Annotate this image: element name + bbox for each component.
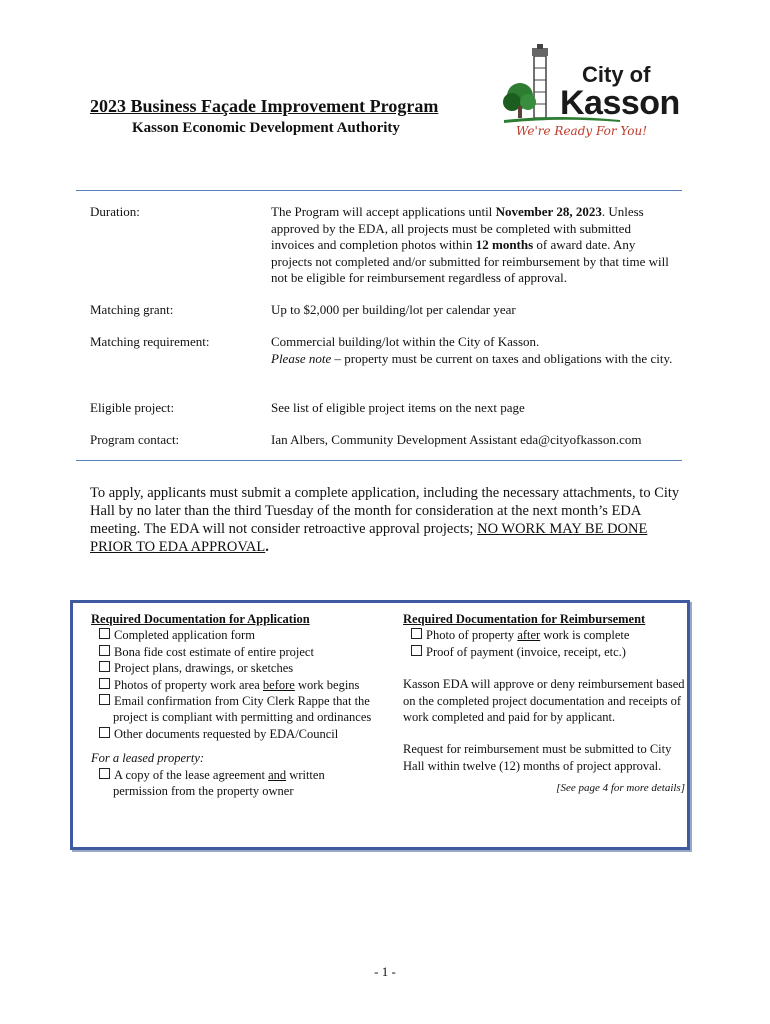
checklist-item: Proof of payment (invoice, receipt, etc.)	[403, 644, 685, 660]
reimbursement-docs-heading: Required Documentation for Reimbursement	[403, 612, 646, 626]
checklist-item: Photos of property work area before work begins	[91, 677, 381, 693]
checkbox-icon	[99, 661, 110, 672]
checklist-item: Bona fide cost estimate of entire project	[91, 644, 381, 660]
request-text: Request for reimbursement must be submitted to City Hall within twelve (12) months of project approval.	[403, 742, 672, 773]
see-page-note: [See page 4 for more details]	[556, 782, 685, 795]
checklist-item: Photo of property after work is complete	[403, 627, 685, 643]
duration-value: The Program will accept applications until November 28, 2023. Unless approved by the EDA, all projects must be completed with submitted invoices and completion photos within 12 months of award date. Any projects not completed and/or submitted for reimbursement by that time will not be eligible for reimbursement regardless of approval.	[271, 204, 669, 285]
requirement-value: Commercial building/lot within the City of Kasson. Please note – property must be current on taxes and obligations with the city.	[271, 334, 673, 366]
application-docs-column	[91, 611, 381, 799]
completion-months: 12 months	[475, 237, 534, 252]
duration-label: Duration:	[90, 204, 140, 219]
eligible-value: See list of eligible project items on the next page	[271, 400, 525, 415]
eligible-label: Eligible project:	[90, 400, 175, 415]
application-docs-heading: Required Documentation for Application	[91, 612, 310, 626]
checkbox-icon	[99, 645, 110, 656]
checkbox-icon	[99, 768, 110, 779]
checkbox-icon	[99, 727, 110, 738]
checkbox-icon	[411, 628, 422, 639]
bottom-divider	[76, 460, 682, 461]
program-title: 2023 Business Façade Improvement Program	[90, 96, 439, 116]
contact-value: Ian Albers, Community Development Assistant eda@cityofkasson.com	[271, 432, 642, 447]
documentation-box	[70, 600, 690, 850]
info-row-eligible	[90, 400, 680, 418]
info-row-requirement	[90, 334, 680, 386]
logo-kasson: Kasson	[560, 84, 680, 122]
page-number: - 1 -	[374, 964, 396, 979]
approval-text: Kasson EDA will approve or deny reimbursement based on the completed project documentation and receipts of work completed and paid for by applicant.	[403, 677, 685, 725]
info-row-grant	[90, 302, 680, 320]
deadline-date: November 28, 2023	[495, 204, 602, 219]
city-logo	[500, 44, 690, 144]
checkbox-icon	[99, 678, 110, 689]
checkbox-icon	[99, 628, 110, 639]
top-divider	[76, 190, 682, 191]
checklist-item: A copy of the lease agreement and written permission from the property owner	[91, 767, 381, 800]
checkbox-icon	[99, 694, 110, 705]
checklist-item: Project plans, drawings, or sketches	[91, 660, 381, 676]
grant-label: Matching grant:	[90, 302, 174, 317]
grant-value: Up to $2,000 per building/lot per calendar year	[271, 302, 516, 317]
apply-instructions: To apply, applicants must submit a complete application, including the necessary attachments, to City Hall by no later than the third Tuesday of the month for consideration at the next month’s EDA meeting. The EDA will not consider retroactive approval projects; NO WORK MAY BE DONE PRIOR TO EDA APPROVAL.	[90, 485, 680, 555]
checklist-item: Email confirmation from City Clerk Rappe that the project is compliant with permitting and ordinances	[91, 693, 381, 726]
checklist-item: Completed application form	[91, 627, 381, 643]
info-row-contact	[90, 432, 680, 450]
requirement-label: Matching requirement:	[90, 334, 210, 349]
info-row-duration	[90, 204, 680, 288]
no-work-warning: NO WORK MAY BE DONE PRIOR TO EDA APPROVAL	[90, 521, 648, 555]
leased-heading: For a leased property:	[91, 751, 205, 766]
contact-label: Program contact:	[90, 432, 180, 447]
logo-city-of: City of	[582, 62, 651, 87]
reimbursement-docs-column	[403, 611, 685, 797]
program-subtitle: Kasson Economic Development Authority	[132, 120, 400, 136]
checklist-item: Other documents requested by EDA/Council	[91, 726, 381, 742]
logo-tagline: We're Ready For You!	[516, 124, 648, 138]
note-lead: Please note	[271, 350, 332, 366]
checkbox-icon	[411, 645, 422, 656]
